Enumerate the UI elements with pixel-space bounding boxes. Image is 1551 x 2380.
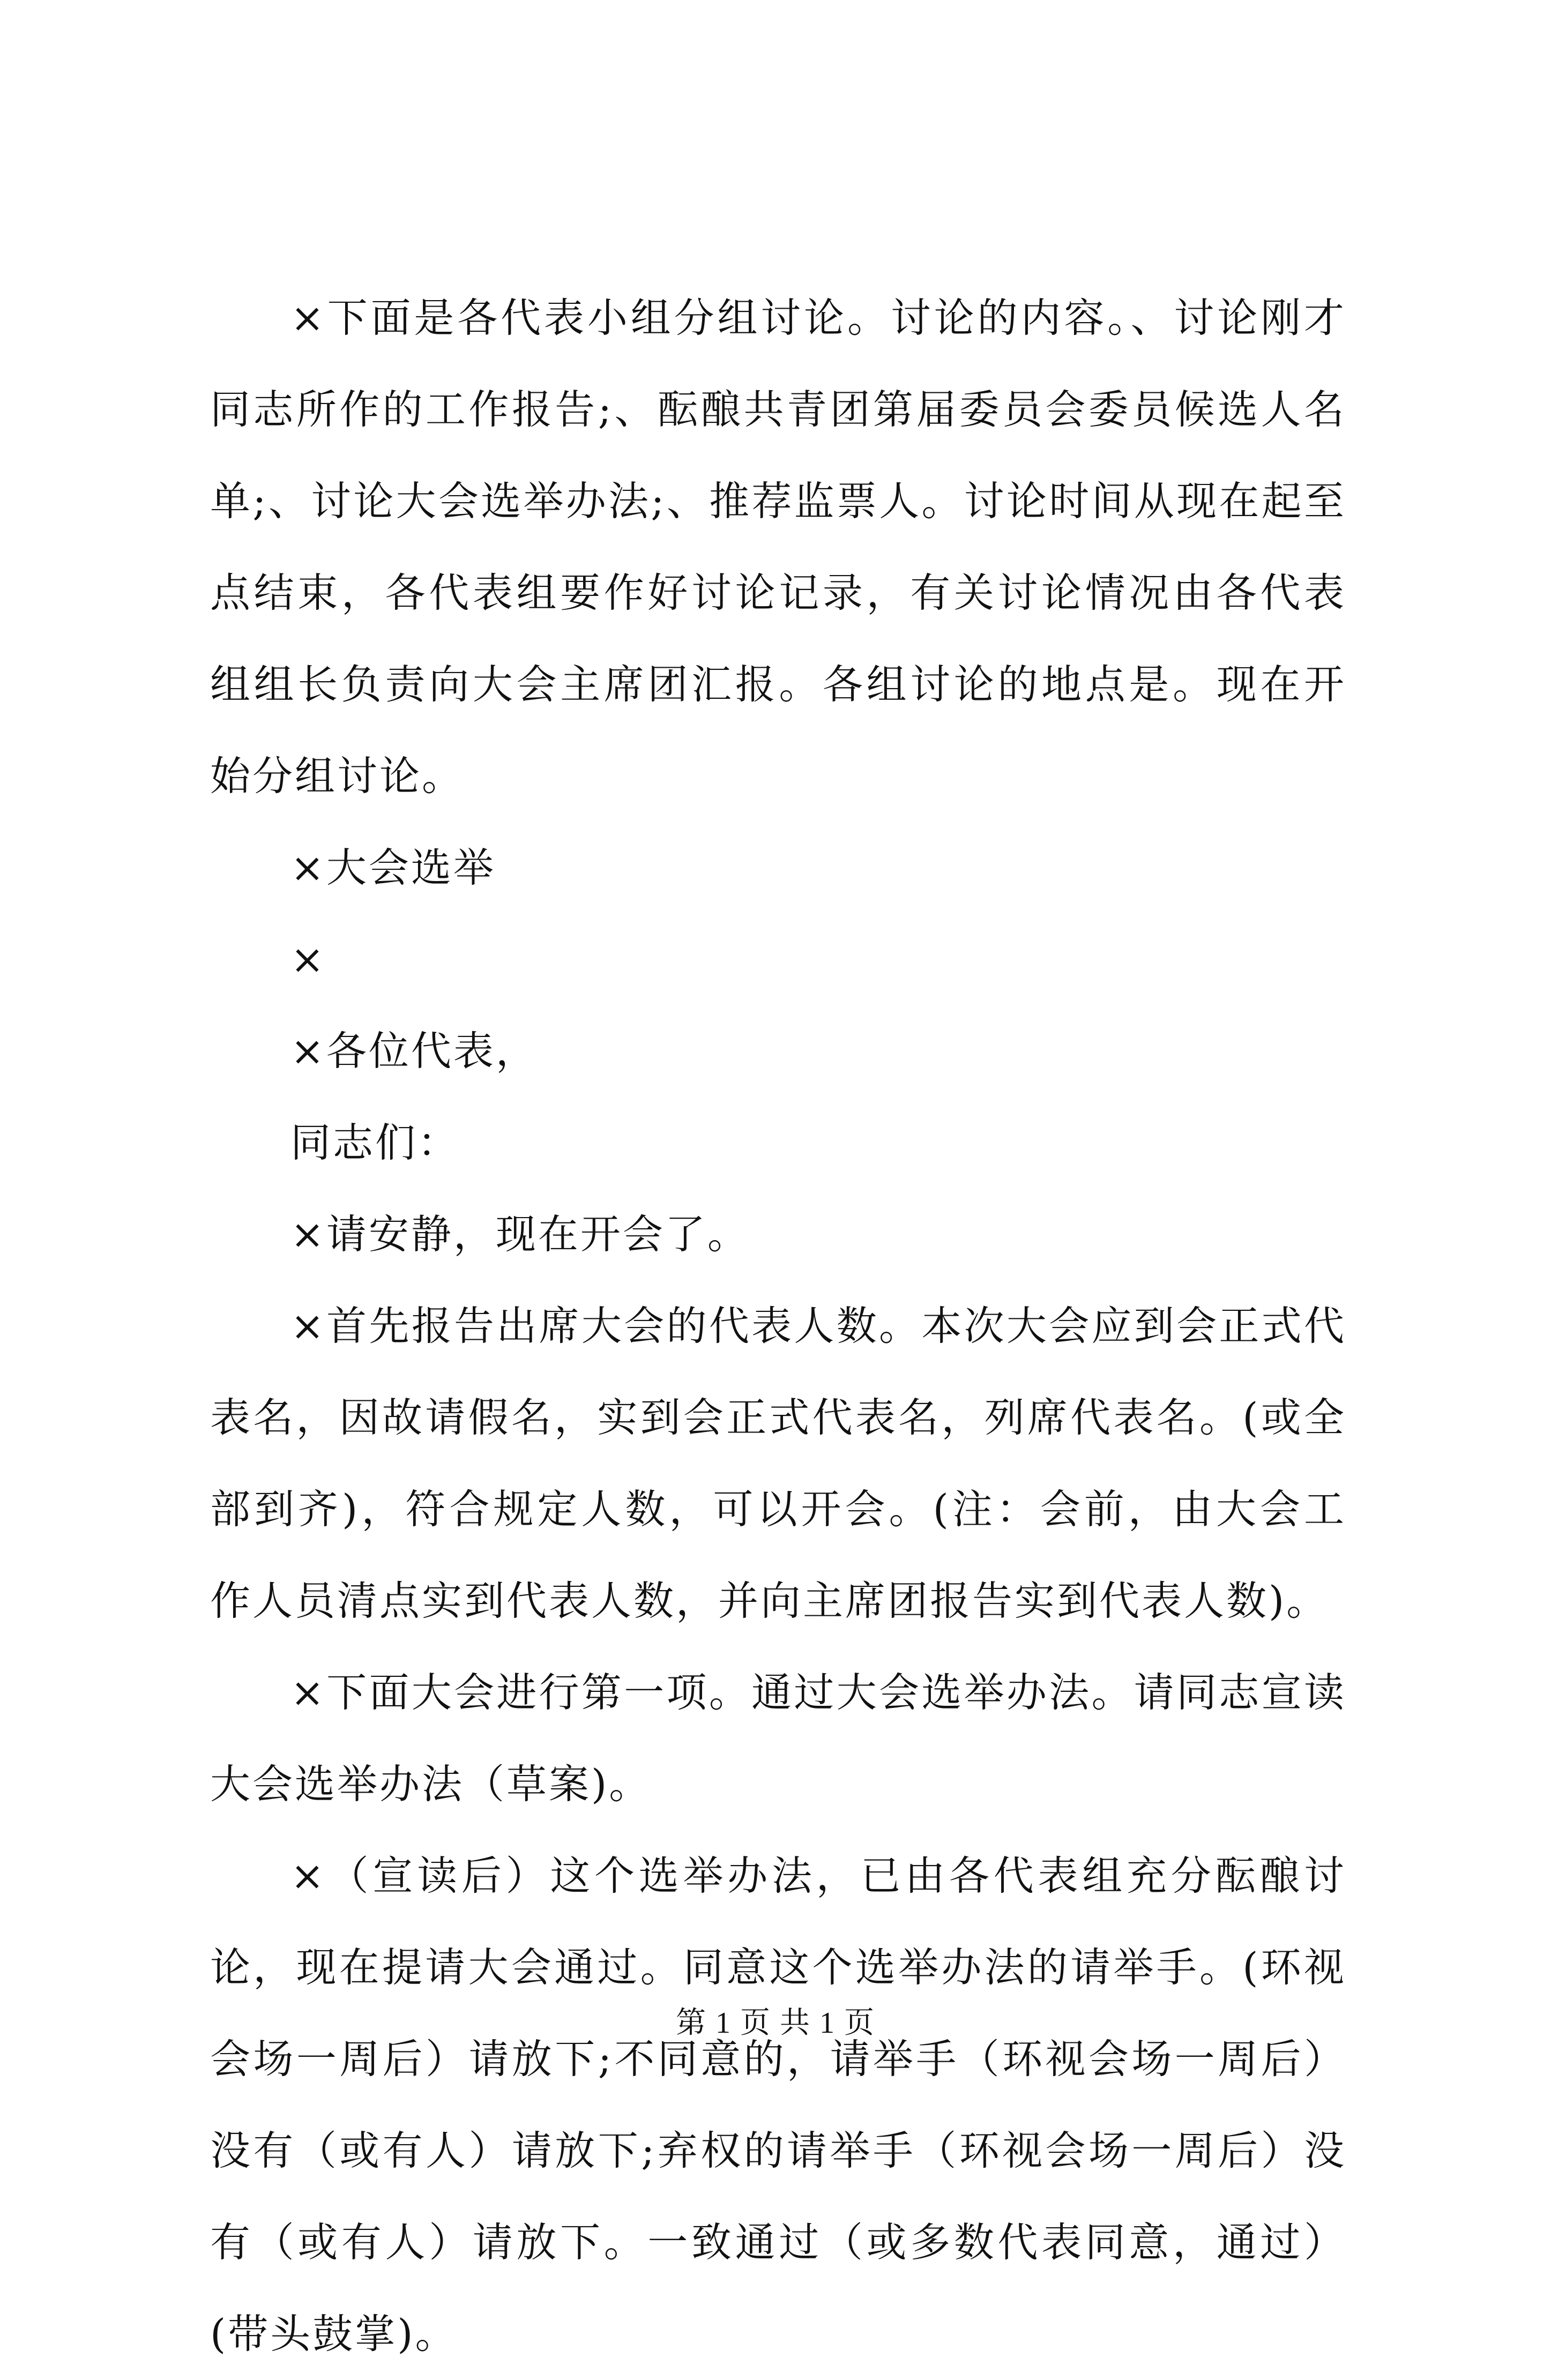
document-body <box>210 272 1346 2380</box>
paragraph-opening: ×请安静，现在开会了。 <box>290 1211 750 1258</box>
paragraph-first-item: ×下面大会进行第一项。通过大会选举办法。请同志宣读大会选举办法（草案)。 <box>210 1669 1346 1808</box>
paragraph-attendance-report: ×首先报告出席大会的代表人数。本次大会应到会正式代表名，因故请假名，实到会正式代表名，列席代表名。(或全部到齐)，符合规定人数，可以开会。(注：会前，由大会工作人员清点实到代表人数，并向主席团报告实到代表人数)。 <box>210 1302 1346 1624</box>
paragraph-election-heading: ×大会选举 <box>290 844 496 891</box>
paragraph-greeting: ×各位代表， <box>290 1027 538 1075</box>
page-number-footer: 第 1 页 共 1 页 <box>676 2006 875 2040</box>
paragraph-group-discussion: ×下面是各代表小组分组讨论。讨论的内容。、讨论刚才同志所作的工作报告;、酝酿共青团第届委员会委员候选人名单;、讨论大会选举办法;、推荐监票人。讨论时间从现在起至点结束，各代表组要作好讨论记录，有关讨论情况由各代表组组长负责向大会主席团汇报。各组讨论的地点是。现在开始分组讨论。 <box>210 294 1346 800</box>
paragraph-marker: × <box>290 936 326 983</box>
paragraph-comrades: 同志们： <box>290 1119 460 1166</box>
paragraph-vote: ×（宣读后）这个选举办法，已由各代表组充分酝酿讨论，现在提请大会通过。同意这个选举办法的请举手。(环视会场一周后）请放下;不同意的，请举手（环视会场一周后）没有（或有人）请放下;弃权的请举手（环视会场一周后）没有（或有人）请放下。一致通过（或多数代表同意，通过）(带头鼓掌)。 <box>210 1852 1346 2357</box>
